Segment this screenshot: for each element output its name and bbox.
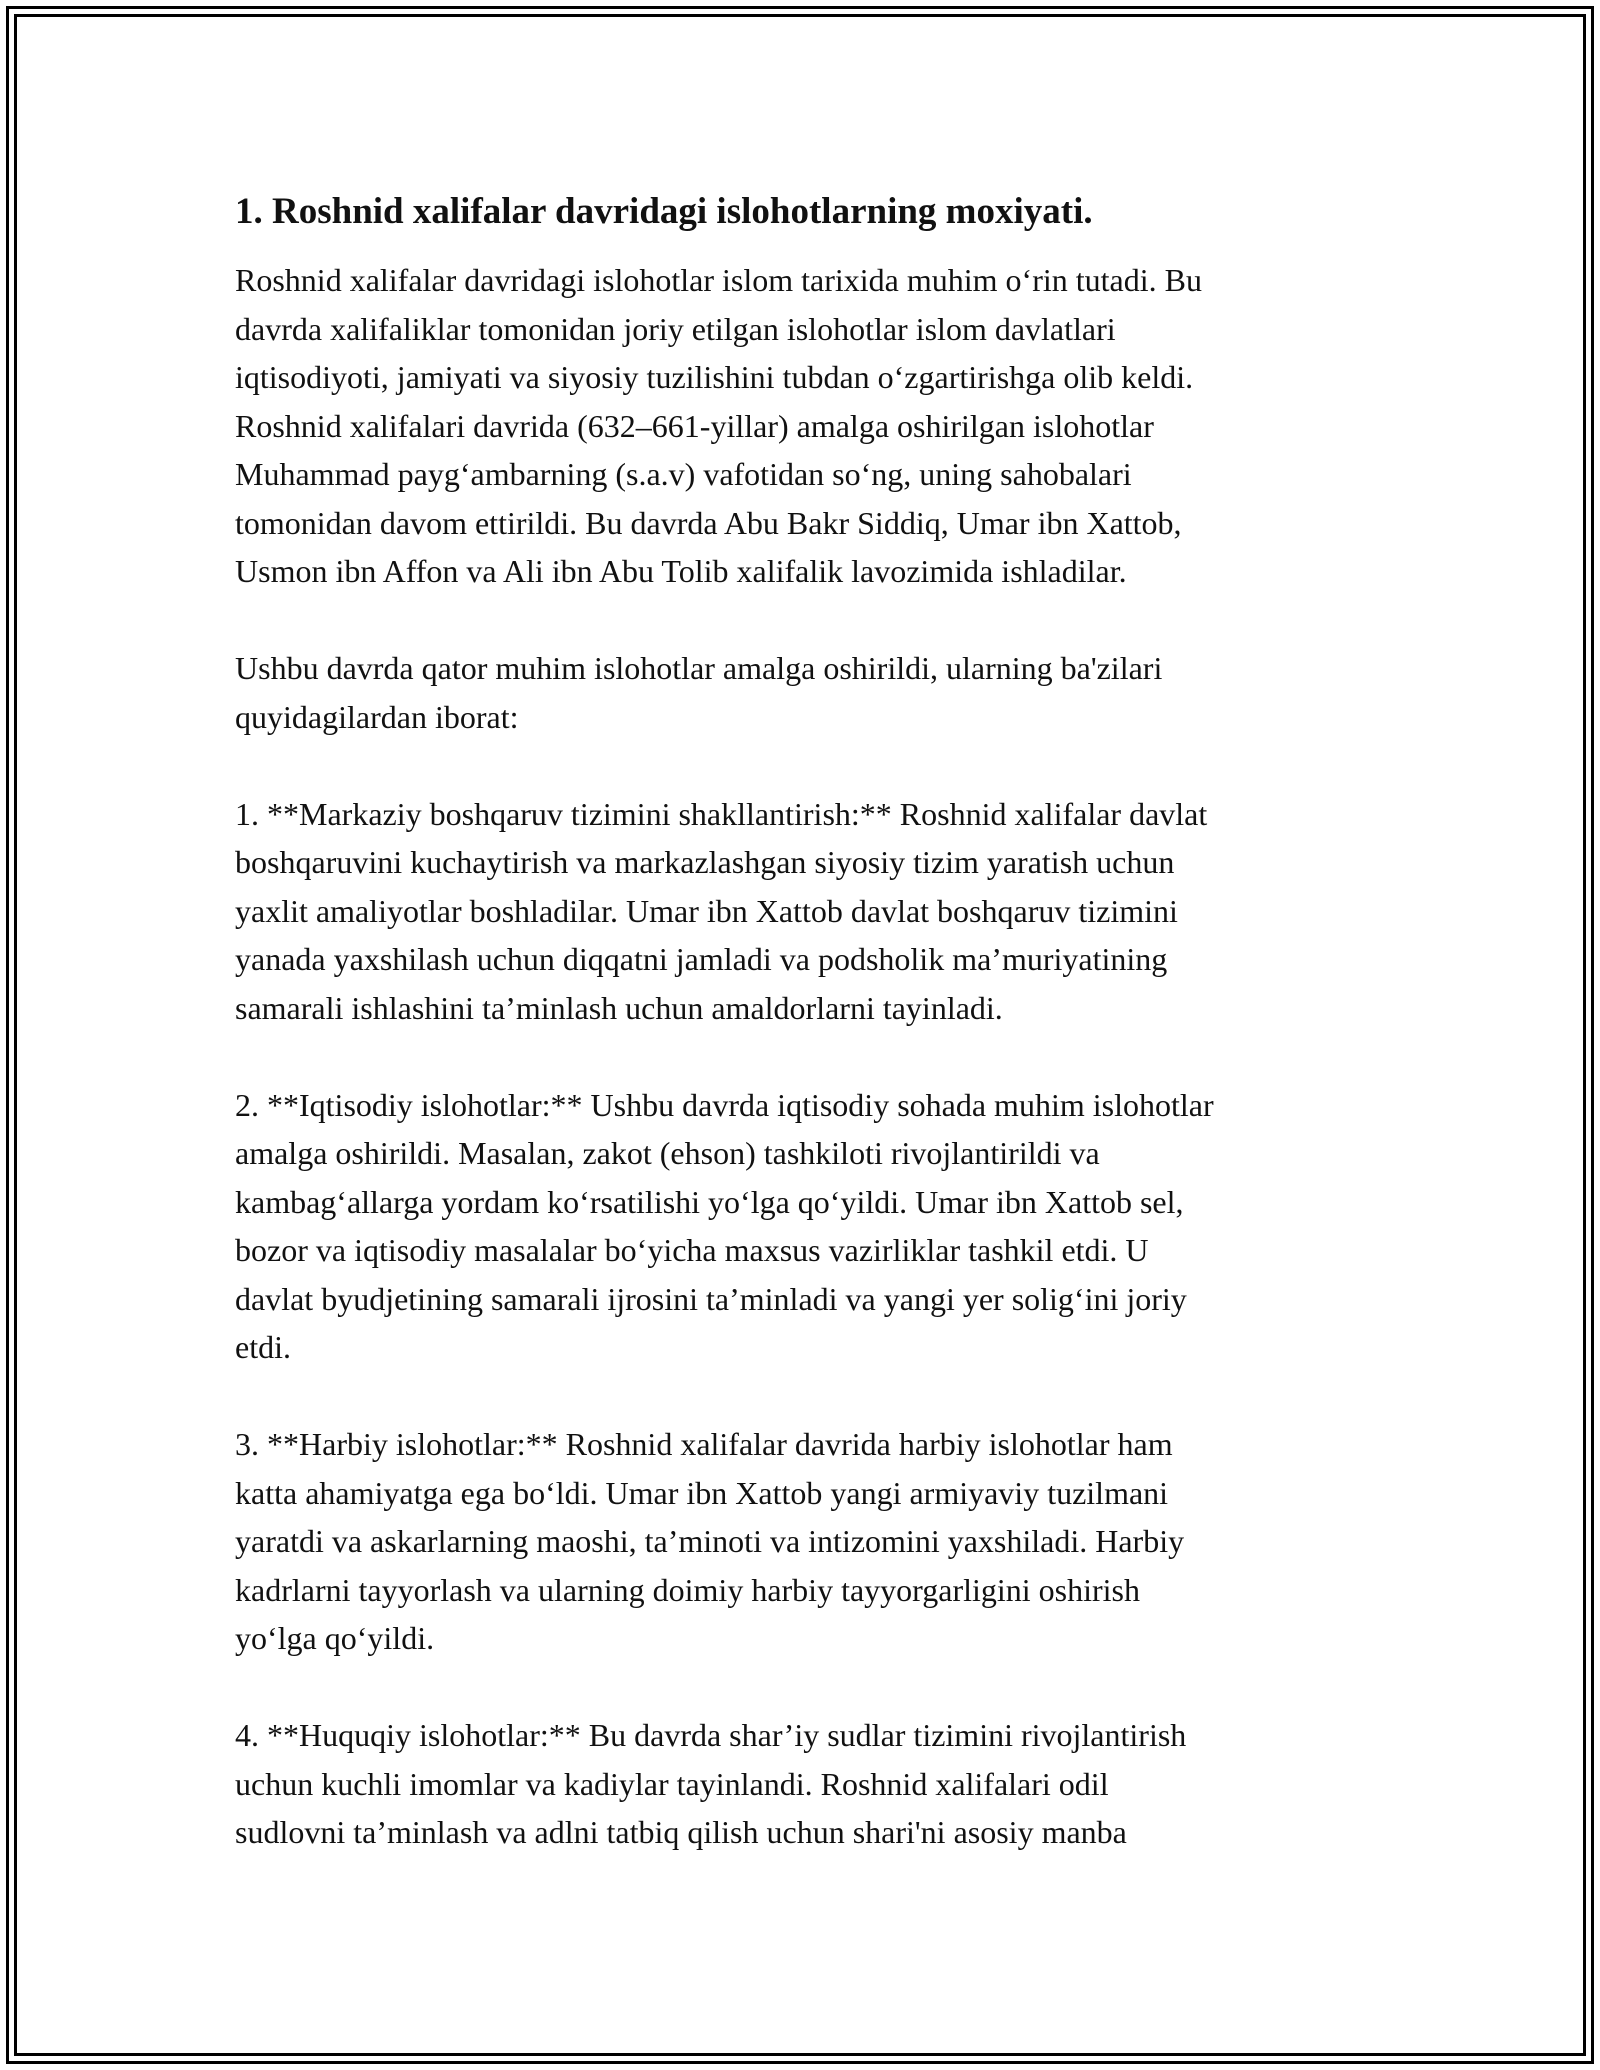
text-line: amalga oshirildi. Masalan, zakot (ehson) tashkiloti rivojlantirildi va — [235, 1135, 1100, 1171]
text-line: davrda xalifaliklar tomonidan joriy etilgan islohotlar islom davlatlari — [235, 310, 1116, 347]
text-line: Ushbu davrda qator muhim islohotlar amalga oshirildi, ularning ba'zilari — [235, 650, 1163, 686]
list-item-central-administration — [235, 790, 1385, 1033]
list-item-economic-reforms — [235, 1081, 1385, 1372]
paragraph-intro — [235, 256, 1385, 596]
text-line: 2. **Iqtisodiy islohotlar:** Ushbu davrda iqtisodiy sohada muhim islohotlar — [235, 1086, 1214, 1123]
text-line: Roshnid xalifalari davrida (632–661-yillar) amalga oshirilgan islohotlar — [235, 407, 1154, 444]
list-item-legal-reforms — [235, 1711, 1385, 1857]
text-line: kadrlarni tayyorlash va ularning doimiy harbiy tayyorgarligini oshirish — [235, 1571, 1140, 1608]
text-line: uchun kuchli imomlar va kadiylar tayinlandi. Roshnid xalifalari odil — [235, 1765, 1109, 1802]
text-line: iqtisodiyoti, jamiyati va siyosiy tuzilishini tubdan o‘zgartirishga olib keldi. — [235, 359, 1194, 395]
text-line: yanada yaxshilash uchun diqqatni jamladi va podsholik ma’muriyatining — [235, 941, 1168, 977]
text-line: yaxlit amaliyotlar boshladilar. Umar ibn Xattob davlat boshqaruv tizimini — [235, 892, 1178, 929]
text-line: tomonidan davom ettirildi. Bu davrda Abu Bakr Siddiq, Umar ibn Xattob, — [235, 504, 1182, 541]
document-body — [235, 188, 1385, 1905]
text-line: etdi. — [235, 1329, 291, 1365]
text-line: yo‘lga qo‘yildi. — [235, 1620, 435, 1656]
text-line: davlat byudjetining samarali ijrosini ta’minladi va yangi yer solig‘ini joriy — [235, 1280, 1187, 1317]
text-line: kambag‘allarga yordam ko‘rsatilishi yo‘lga qo‘yildi. Umar ibn Xattob sel, — [235, 1183, 1184, 1220]
text-line: Muhammad payg‘ambarning (s.a.v) vafotidan so‘ng, uning sahobalari — [235, 456, 1132, 492]
text-line: bozor va iqtisodiy masalalar bo‘yicha maxsus vazirliklar tashkil etdi. U — [235, 1232, 1149, 1268]
text-line: Usmon ibn Affon va Ali ibn Abu Tolib xalifalik lavozimida ishladilar. — [235, 553, 1127, 589]
paragraph-list-intro — [235, 644, 1385, 741]
text-line: Roshnid xalifalar davridagi islohotlar islom tarixida muhim o‘rin tutadi. Bu — [235, 262, 1202, 298]
document-title: 1. Roshnid xalifalar davridagi islohotlarning moxiyati. — [235, 191, 1093, 232]
text-line: quyidagilardan iborat: — [235, 698, 519, 735]
text-line: katta ahamiyatga ega bo‘ldi. Umar ibn Xattob yangi armiyaviy tuzilmani — [235, 1474, 1169, 1511]
list-item-military-reforms — [235, 1420, 1385, 1663]
text-line: samarali ishlashini ta’minlash uchun amaldorlarni tayinladi. — [235, 989, 1003, 1026]
text-line: sudlovni ta’minlash va adlni tatbiq qilish uchun shari'ni asosiy manba — [235, 1814, 1127, 1850]
text-line: boshqaruvini kuchaytirish va markazlashgan siyosiy tizim yaratish uchun — [235, 844, 1175, 880]
text-line: 3. **Harbiy islohotlar:** Roshnid xalifalar davrida harbiy islohotlar ham — [235, 1426, 1173, 1462]
text-line: yaratdi va askarlarning maoshi, ta’minoti va intizomini yaxshiladi. Harbiy — [235, 1523, 1185, 1559]
text-line: 1. **Markaziy boshqaruv tizimini shakllantirish:** Roshnid xalifalar davlat — [235, 795, 1208, 832]
text-line: 4. **Huquqiy islohotlar:** Bu davrda shar’iy sudlar tizimini rivojlantirish — [235, 1717, 1187, 1753]
